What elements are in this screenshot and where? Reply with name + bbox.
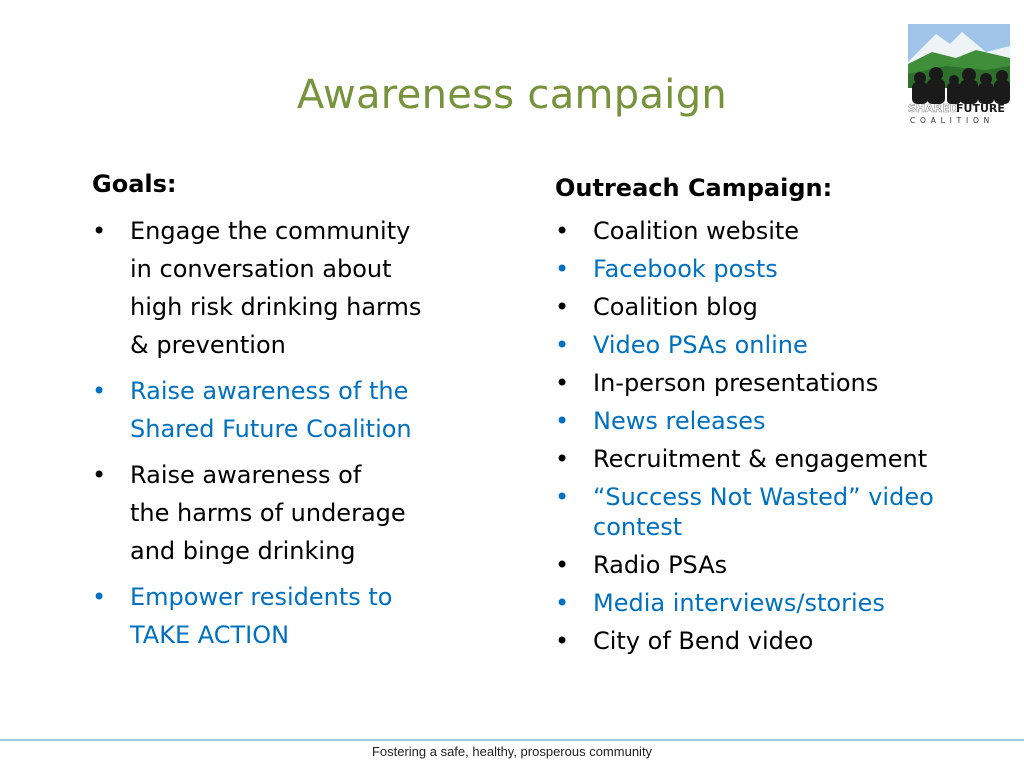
outreach-item-line: Radio PSAs <box>593 551 728 579</box>
goal-item-line: Empower residents to <box>130 583 393 611</box>
outreach-item <box>555 330 995 360</box>
bullet-icon: • <box>555 293 570 321</box>
outreach-item <box>555 444 995 474</box>
goal-item-line: & prevention <box>130 331 286 359</box>
outreach-item-line: Coalition blog <box>593 293 758 321</box>
bullet-icon: • <box>555 369 570 397</box>
footer-divider <box>0 739 1024 741</box>
goal-item-line: Raise awareness of the <box>130 377 409 405</box>
goal-item-line: high risk drinking harms <box>130 293 422 321</box>
outreach-item <box>555 216 995 246</box>
goal-item-line: Raise awareness of <box>130 461 362 489</box>
outreach-item <box>555 482 995 542</box>
goals-column <box>92 170 472 662</box>
goal-item-line: and binge drinking <box>130 537 356 565</box>
outreach-item-line: Recruitment & engagement <box>593 445 928 473</box>
logo-text-shared: SHARED <box>908 102 959 115</box>
goal-item <box>92 456 472 570</box>
outreach-item-line: Facebook posts <box>593 255 778 283</box>
outreach-item-line: In-person presentations <box>593 369 879 397</box>
goal-item-line: Engage the community <box>130 217 411 245</box>
outreach-column <box>555 170 995 664</box>
outreach-item-line: “Success Not Wasted” video <box>593 483 934 511</box>
outreach-item <box>555 626 995 656</box>
goal-item-line: in conversation about <box>130 255 392 283</box>
outreach-item-line: Coalition website <box>593 217 800 245</box>
bullet-icon: • <box>92 377 107 405</box>
goals-heading: Goals: <box>92 170 177 198</box>
outreach-list <box>555 216 995 656</box>
outreach-heading: Outreach Campaign: <box>555 174 833 202</box>
bullet-icon: • <box>555 551 570 579</box>
outreach-item-line: contest <box>593 513 683 541</box>
shared-future-coalition-logo <box>906 22 1012 126</box>
bullet-icon: • <box>555 483 570 511</box>
slide-title: Awareness campaign <box>296 72 728 118</box>
outreach-item-line: Media interviews/stories <box>593 589 885 617</box>
bullet-icon: • <box>555 331 570 359</box>
bullet-icon: • <box>555 255 570 283</box>
bullet-icon: • <box>555 445 570 473</box>
goal-item-line: Shared Future Coalition <box>130 415 412 443</box>
outreach-item <box>555 550 995 580</box>
logo-text-future: FUTURE <box>956 102 1005 115</box>
outreach-item <box>555 406 995 436</box>
bullet-icon: • <box>555 407 570 435</box>
outreach-item-line: City of Bend video <box>593 627 814 655</box>
outreach-item <box>555 292 995 322</box>
footer-tagline: Fostering a safe, healthy, prosperous community <box>371 744 653 759</box>
goals-list <box>92 212 472 654</box>
bullet-icon: • <box>92 461 107 489</box>
goal-item <box>92 578 472 654</box>
goal-item <box>92 212 472 364</box>
outreach-item-line: Video PSAs online <box>593 331 808 359</box>
outreach-item <box>555 254 995 284</box>
bullet-icon: • <box>555 589 570 617</box>
logo-text-coalition: C O A L I T I O N <box>910 116 991 125</box>
goal-item-line: the harms of underage <box>130 499 406 527</box>
bullet-icon: • <box>555 217 570 245</box>
outreach-item <box>555 588 995 618</box>
bullet-icon: • <box>92 217 107 245</box>
goal-item-line: TAKE ACTION <box>130 621 290 649</box>
goal-item <box>92 372 472 448</box>
outreach-item <box>555 368 995 398</box>
outreach-item-line: News releases <box>593 407 766 435</box>
bullet-icon: • <box>92 583 107 611</box>
bullet-icon: • <box>555 627 570 655</box>
